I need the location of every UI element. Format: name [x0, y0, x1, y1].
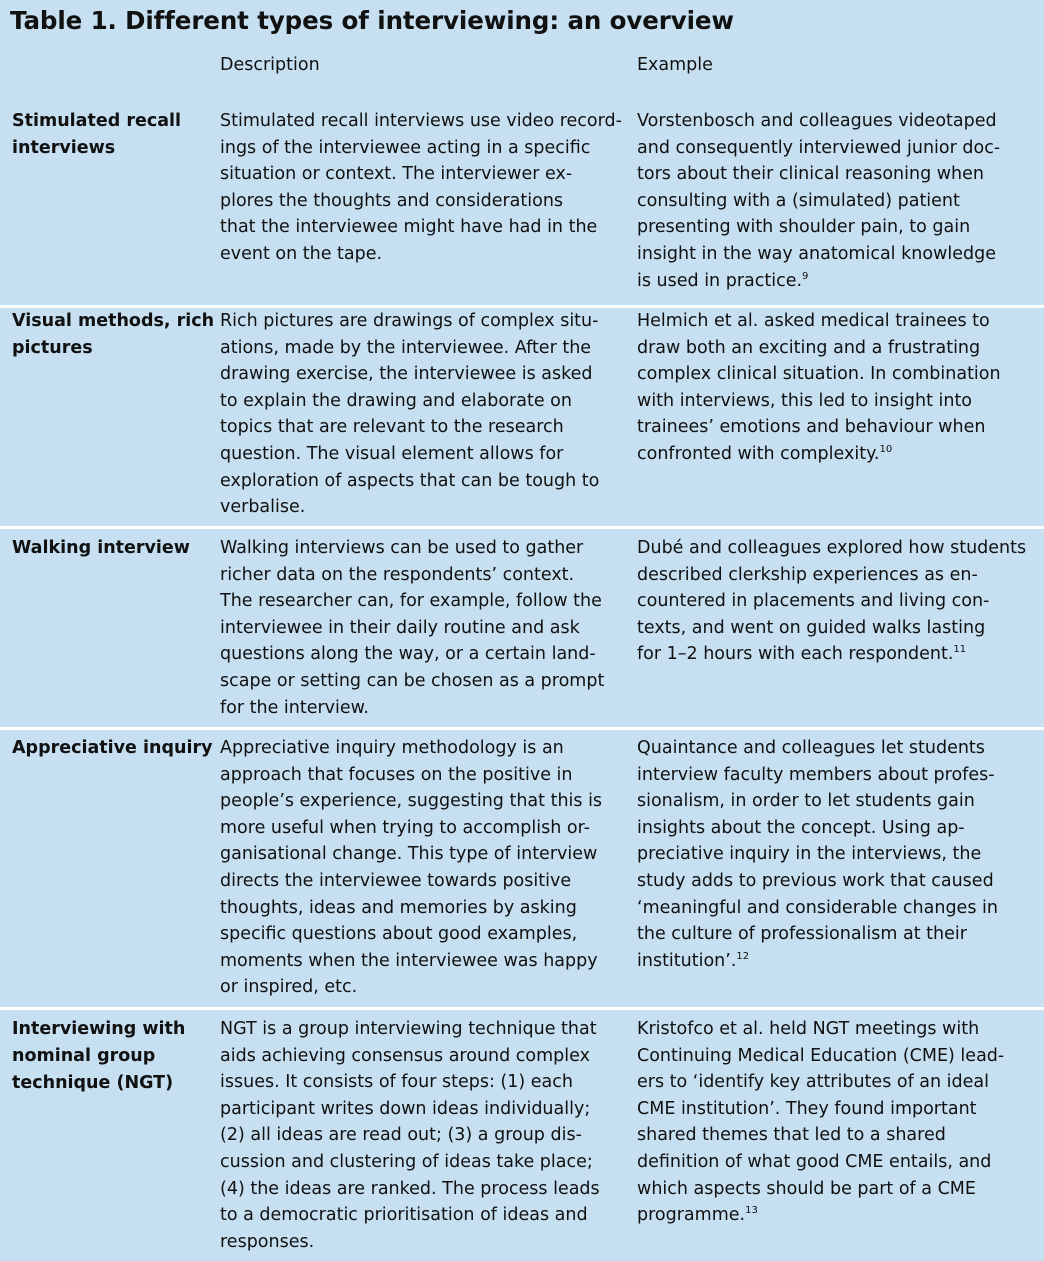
interview-type-example [637, 735, 1044, 974]
interview-type-example [637, 308, 1044, 468]
interview-type-example-line: with interviews, this led to insight into [637, 390, 973, 411]
interview-type-description-line: more useful when trying to accomplish or- [220, 817, 590, 838]
interview-type-name-line: Interviewing with [12, 1019, 186, 1039]
interview-type-example-line: ers to ‘identify key attributes of an ideal [637, 1072, 989, 1093]
interview-type-name-line: Walking interview [12, 538, 190, 558]
interview-type-description [220, 108, 635, 268]
row-divider [0, 727, 1044, 730]
interview-type-name [12, 535, 222, 562]
interview-type-description-line: to a democratic prioritisation of ideas and [220, 1205, 588, 1226]
interview-type-example-line: which aspects should be part of a CME [637, 1178, 976, 1199]
interview-type-example-line: study adds to previous work that caused [637, 870, 994, 891]
interview-type-example-line: preciative inquiry in the interviews, the [637, 844, 982, 865]
interview-type-example-line: Quaintance and colleagues let students [637, 738, 985, 758]
interview-type-description-line: ings of the interviewee acting in a specific [220, 137, 591, 158]
reference-number: 12 [736, 950, 750, 962]
interview-type-name [12, 1016, 222, 1097]
interview-type-description-line: scape or setting can be chosen as a prompt [220, 670, 605, 691]
interview-type-name-line: Stimulated recall [12, 111, 182, 131]
interview-type-description-line: Appreciative inquiry methodology is an [220, 738, 564, 758]
interview-type-example-line: draw both an exciting and a frustrating [637, 337, 981, 358]
interview-type-description-line: plores the thoughts and considerations [220, 190, 564, 211]
column-header-example: Example [637, 55, 713, 75]
interview-type-example-line: CME institution’. They found important [637, 1098, 977, 1119]
interview-type-name [12, 308, 222, 362]
interview-type-description-line: Rich pictures are drawings of complex situ- [220, 311, 599, 331]
interview-type-description-line: participant writes down ideas individually; [220, 1098, 591, 1119]
interview-type-example-line: Vorstenbosch and colleagues videotaped [637, 111, 997, 131]
row-divider [0, 526, 1044, 529]
interview-type-example-line: Helmich et al. asked medical trainees to [637, 311, 990, 331]
interview-type-example-line: sionalism, in order to let students gain [637, 791, 975, 812]
interview-type-description-line: The researcher can, for example, follow the [220, 591, 602, 612]
interview-type-name-line: interviews [12, 138, 116, 158]
interview-type-description [220, 1016, 635, 1255]
interview-type-example-line: and consequently interviewed junior doc- [637, 137, 1001, 158]
reference-number: 13 [745, 1205, 758, 1217]
interview-type-description [220, 535, 635, 721]
interview-type-description-line: situation or context. The interviewer ex- [220, 164, 573, 185]
interview-type-example-line: is used in practice.$^9$ [637, 270, 809, 291]
interview-type-description-line: NGT is a group interviewing technique that [220, 1019, 597, 1039]
interview-type-example-line: insights about the concept. Using ap- [637, 817, 965, 838]
interview-type-description-line: Stimulated recall interviews use video record- [220, 111, 622, 131]
interview-type-name-line: Appreciative inquiry [12, 738, 213, 758]
interview-type-example-line: Continuing Medical Education (CME) lead- [637, 1045, 1005, 1066]
interview-type-name-line: Visual methods, rich [12, 311, 215, 331]
interview-type-example-line: described clerkship experiences as en- [637, 564, 978, 585]
column-header-description: Description [220, 55, 320, 75]
row-divider [0, 1007, 1044, 1010]
reference-number: 9 [802, 270, 809, 282]
interview-type-description-line: responses. [220, 1231, 315, 1252]
interview-type-description-line: for the interview. [220, 697, 369, 718]
interview-type-example-line: for 1–2 hours with each respondent.$^{11}$ [637, 644, 967, 665]
interview-type-example [637, 535, 1044, 668]
interview-type-description-line: to explain the drawing and elaborate on [220, 390, 572, 411]
interview-type-description-line: interviewee in their daily routine and ask [220, 617, 580, 638]
interview-type-example-line: complex clinical situation. In combination [637, 364, 1001, 385]
interview-type-description-line: questions along the way, or a certain land- [220, 644, 596, 665]
interview-type-description-line: moments when the interviewee was happy [220, 950, 598, 971]
interview-type-example-line: interview faculty members about profes- [637, 764, 995, 785]
interview-type-description [220, 308, 635, 521]
interview-type-name [12, 735, 222, 762]
interview-type-description-line: people’s experience, suggesting that this is [220, 791, 603, 812]
interview-type-example-line: the culture of professionalism at their [637, 924, 967, 945]
interview-type-description-line: aids achieving consensus around complex [220, 1045, 590, 1066]
interview-type-description-line: cussion and clustering of ideas take place; [220, 1151, 593, 1172]
interview-type-example-line: countered in placements and living con- [637, 591, 990, 612]
interview-type-example-line: ‘meaningful and considerable changes in [637, 897, 998, 918]
interview-type-example-line: tors about their clinical reasoning when [637, 164, 985, 185]
interview-type-description-line: question. The visual element allows for [220, 443, 564, 464]
interview-type-example [637, 108, 1044, 294]
interview-type-description-line: (4) the ideas are ranked. The process leads [220, 1178, 600, 1199]
interview-type-example-line: programme.$^{13}$ [637, 1205, 758, 1226]
interview-type-example-line: definition of what good CME entails, and [637, 1151, 992, 1172]
interview-type-description-line: richer data on the respondents’ context. [220, 564, 575, 585]
reference-number: 11 [953, 644, 967, 656]
interview-type-description-line: exploration of aspects that can be tough to [220, 470, 600, 491]
interview-type-description-line: drawing exercise, the interviewee is asked [220, 364, 593, 385]
interview-type-example-line: insight in the way anatomical knowledge [637, 243, 996, 264]
interview-type-name-line: nominal group [12, 1046, 156, 1066]
interview-type-description-line: topics that are relevant to the research [220, 417, 564, 438]
interview-type-description-line: approach that focuses on the positive in [220, 764, 573, 785]
interview-type-description-line: or inspired, etc. [220, 977, 358, 998]
interview-type-example-line: consulting with a (simulated) patient [637, 190, 960, 211]
interview-type-description-line: event on the tape. [220, 243, 383, 264]
interview-type-description [220, 735, 635, 1001]
interview-type-example-line: texts, and went on guided walks lasting [637, 617, 986, 638]
interview-type-example-line: shared themes that led to a shared [637, 1125, 946, 1146]
interview-type-name-line: technique (NGT) [12, 1073, 174, 1093]
interview-type-description-line: specific questions about good examples, [220, 924, 578, 945]
interview-type-example-line: presenting with shoulder pain, to gain [637, 217, 971, 238]
interview-type-description-line: that the interviewee might have had in the [220, 217, 598, 238]
reference-number: 10 [879, 443, 893, 455]
interview-type-description-line: verbalise. [220, 497, 306, 518]
interview-type-example-line: confronted with complexity.$^{10}$ [637, 443, 893, 464]
interview-type-description-line: ations, made by the interviewee. After the [220, 337, 592, 358]
interview-type-description-line: (2) all ideas are read out; (3) a group dis- [220, 1125, 582, 1146]
interview-type-name [12, 108, 222, 162]
interview-type-example-line: Kristofco et al. held NGT meetings with [637, 1019, 980, 1039]
interview-type-description-line: issues. It consists of four steps: (1) each [220, 1072, 573, 1093]
table-title: Table 1. Different types of interviewing: an overview [10, 6, 734, 35]
interview-type-example-line: trainees’ emotions and behaviour when [637, 417, 986, 438]
interview-type-example [637, 1016, 1044, 1229]
interview-type-description-line: Walking interviews can be used to gather [220, 538, 584, 558]
interview-type-description-line: thoughts, ideas and memories by asking [220, 897, 577, 918]
interview-type-name-line: pictures [12, 338, 93, 358]
interview-type-description-line: ganisational change. This type of interview [220, 844, 598, 865]
interview-type-example-line: Dubé and colleagues explored how students [637, 538, 1027, 558]
interview-type-example-line: institution’.$^{12}$ [637, 950, 750, 971]
interview-type-description-line: directs the interviewee towards positive [220, 870, 572, 891]
